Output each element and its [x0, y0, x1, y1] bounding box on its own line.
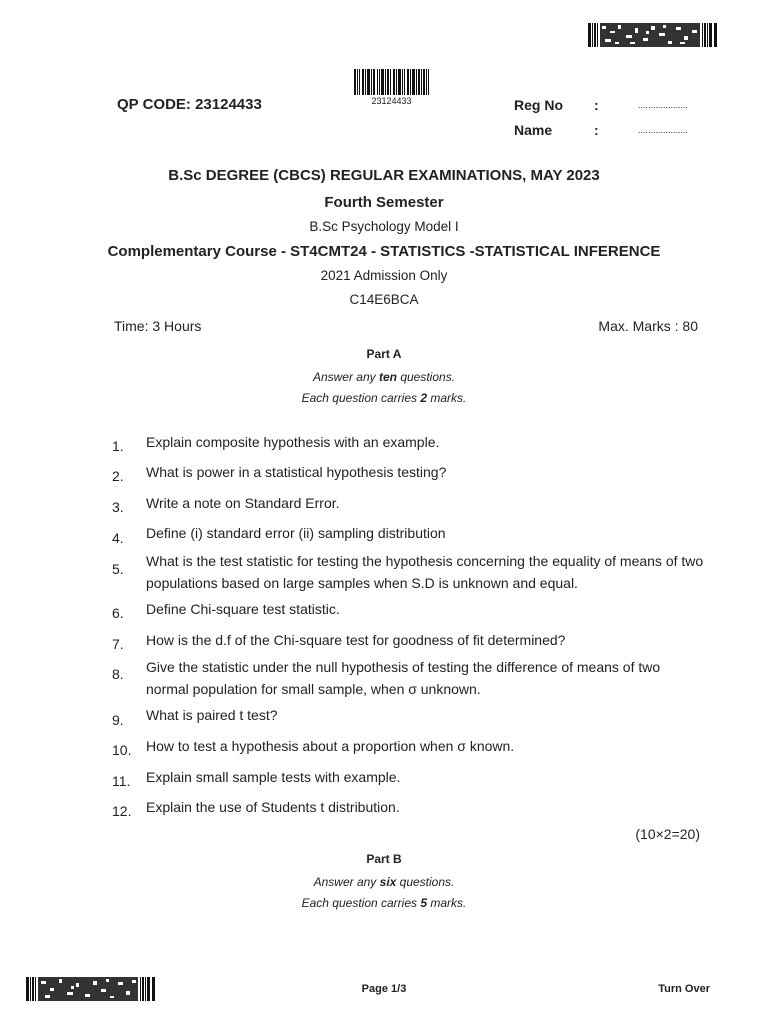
course-title: Complementary Course - ST4CMT24 - STATISTICS -STATISTICAL INFERENCE — [107, 243, 661, 260]
part-b-instruction-2: Each question carries 5 marks. — [301, 896, 467, 910]
reg-no-colon: : — [594, 97, 599, 113]
question-number: 1. — [112, 438, 124, 454]
barcode-number: 23124433 — [371, 96, 412, 106]
question-text: What is paired t test? — [146, 707, 278, 723]
question-text: Explain small sample tests with example. — [146, 769, 401, 785]
question-number: 9. — [112, 712, 124, 728]
name-colon: : — [594, 122, 599, 138]
question-number: 6. — [112, 605, 124, 621]
exam-duration: Time: 3 Hours — [114, 318, 202, 334]
part-a-instruction-2: Each question carries 2 marks. — [301, 391, 467, 405]
admission-note: 2021 Admission Only — [320, 268, 448, 283]
qp-code: QP CODE: 23124433 — [117, 96, 262, 113]
question-text: Write a note on Standard Error. — [146, 495, 340, 511]
question-text: Give the statistic under the null hypothesis of testing the difference of means of two normal population for small sample, when σ unknown. — [146, 659, 661, 697]
question-text: How to test a hypothesis about a proportion when σ known. — [146, 738, 515, 754]
question-text: How is the d.f of the Chi-square test for goodness of fit determined? — [146, 632, 566, 648]
programme-title: B.Sc Psychology Model I — [309, 219, 459, 234]
part-a-instruction-1: Answer any ten questions. — [312, 370, 456, 384]
turn-over-note: Turn Over — [658, 983, 710, 995]
question-number: 3. — [112, 499, 124, 515]
question-text: What is the test statistic for testing the hypothesis concerning the equality of means of two populations based on large samples when S.D is unknown and equal. — [146, 553, 704, 591]
question-number: 11. — [112, 773, 131, 789]
question-number: 4. — [112, 530, 124, 546]
question-text: Define (i) standard error (ii) sampling distribution — [146, 525, 446, 541]
question-number: 7. — [112, 636, 124, 652]
part-a-marks-tally: (10×2=20) — [635, 826, 700, 842]
question-number: 5. — [112, 561, 124, 577]
question-text: What is power in a statistical hypothesis testing? — [146, 464, 447, 480]
reg-no-label: Reg No — [514, 97, 563, 113]
question-number: 12. — [112, 803, 132, 819]
part-b-title: Part B — [366, 852, 402, 866]
barcode-top-right — [588, 23, 717, 47]
barcode-center — [354, 69, 429, 95]
question-text: Explain the use of Students t distribution. — [146, 799, 400, 815]
question-number: 10. — [112, 742, 132, 758]
question-number: 2. — [112, 468, 124, 484]
question-text: Explain composite hypothesis with an example. — [146, 434, 440, 450]
name-blank: .................... — [638, 125, 689, 135]
question-text: Define Chi-square test statistic. — [146, 601, 340, 617]
semester-title: Fourth Semester — [324, 194, 444, 211]
paper-code: C14E6BCA — [349, 292, 419, 307]
max-marks: Max. Marks : 80 — [598, 318, 698, 334]
part-a-title: Part A — [366, 347, 402, 361]
question-number: 8. — [112, 666, 124, 682]
exam-title: B.Sc DEGREE (CBCS) REGULAR EXAMINATIONS, MAY 2023 — [168, 167, 600, 184]
name-label: Name — [514, 122, 553, 138]
page-number: Page 1/3 — [361, 983, 407, 995]
reg-no-blank: .................... — [638, 100, 689, 110]
part-b-instruction-1: Answer any six questions. — [313, 875, 455, 889]
